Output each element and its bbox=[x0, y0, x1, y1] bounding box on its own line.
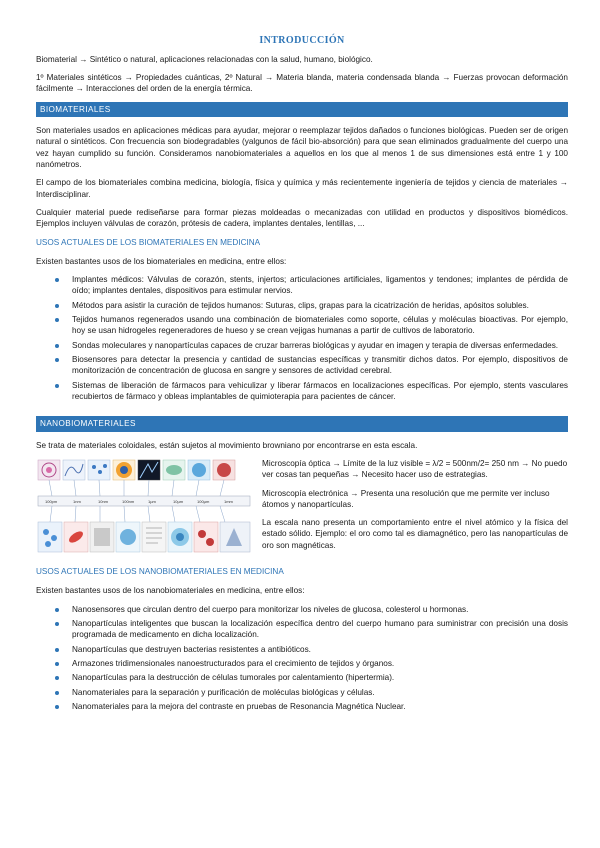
list-item: Implantes médicos: Válvulas de corazón, stents, injertos; articulaciones artificiales, ligamentos y tendones; implantes de pérdida de oído; implantes dentales, dispositivos para estimular nervios. bbox=[72, 275, 568, 296]
biomateriales-paragraph-3: Cualquier material puede rediseñarse para formar piezas moldeadas o mecanizadas con utilidad en productos y dispositivos biomédicos. Ejemplos incluyen válvulas de corazón, prótesis de cadera, implantes dentales, lentillas, ... bbox=[36, 207, 568, 229]
subheading-usos-nanobiomateriales: USOS ACTUALES DE LOS NANOBIOMATERIALES EN MEDICINA bbox=[36, 567, 284, 577]
section-heading-nanobiomateriales: NANOBIOMATERIALES bbox=[36, 416, 568, 431]
list-item: Tejidos humanos regenerados usando una combinación de biomateriales como soporte, células y moléculas bioactivas. Por ejemplo, hoy se usan hidrogeles regeneradores de hueso y se crean vejigas humanas a partir de cultivos de laboratorio. bbox=[72, 315, 568, 336]
nanoscale-comparison-figure bbox=[36, 458, 254, 558]
nano-paragraph-1: Se trata de materiales coloidales, están sujetos al movimiento browniano por encontrarse en esta escala. bbox=[36, 440, 418, 450]
scale-tick-label: 100nm bbox=[122, 498, 135, 504]
page-title: INTRODUCCIÓN bbox=[259, 35, 345, 46]
list-item: Armazones tridimensionales nanoestructurados para el crecimiento de tejidos y órganos. bbox=[72, 658, 568, 669]
nano-microscopia-electronica: Microscopía electrónica → Presenta una resolución que me permite ver incluso átomos y nanopartículas. bbox=[262, 488, 550, 509]
scale-tick-label: 1nm bbox=[73, 498, 81, 504]
biomateriales-uses-list bbox=[36, 274, 568, 402]
list-item: Nanopartículas que destruyen bacterias resistentes a antibióticos. bbox=[72, 644, 568, 655]
nano-microscopia-optica: Microscopía óptica → Límite de la luz visible = λ/2 = 500nm/2= 250 nm → No puedo ver cosas tan pequeñas → Necesito hacer uso de estrategias. bbox=[262, 458, 568, 480]
list-item: Nanomateriales para la mejora del contraste en pruebas de Resonancia Magnética Nuclear. bbox=[72, 701, 568, 712]
scale-tick-label: 1mm bbox=[224, 498, 233, 504]
list-item: Biosensores para detectar la presencia y cantidad de sustancias específicas y transmitir dichos datos. Por ejemplo, dispositivos de monitorización de concentración de glucosa en sangre y sensores de actividad cerebral. bbox=[72, 355, 568, 376]
scale-tick-label: 10nm bbox=[98, 498, 109, 504]
document-content bbox=[36, 34, 568, 715]
list-item: Sistemas de liberación de fármacos para vehiculizar y liberar fármacos en localizaciones específicas. Por ejemplo, stents vasculares recubiertos de fármaco y obleas implantables de quimioterapia para pacientes de cáncer. bbox=[72, 380, 568, 401]
nano-uses-list bbox=[36, 604, 568, 713]
scale-thumbnails-top bbox=[38, 460, 235, 480]
intro-paragraph-1: Biomaterial → Sintético o natural, aplicaciones relacionadas con la salud, humano, biológico. bbox=[36, 54, 373, 64]
scale-tick-label: 100pm bbox=[45, 498, 58, 504]
list-item: Sondas moleculares y nanopartículas capaces de cruzar barreras biológicas y ayudar en imagen y terapia de diversas enfermedades. bbox=[72, 340, 568, 351]
scale-bar bbox=[38, 496, 250, 506]
biomateriales-uses-intro: Existen bastantes usos de los biomateriales en medicina, entre ellos: bbox=[36, 256, 287, 266]
biomateriales-paragraph-1: Son materiales usados en aplicaciones médicas para ayudar, mejorar o reemplazar tejidos dañados o funciones biológicas. Pueden ser de origen natural o sintéticos. Con frecuencia son biodegradables (yalgunos de fácil bio-absorción) para que sean eliminados gradualmente del cuerpo una vez hayan cumplido su función. Consideramos nanobiomateriales a aquellos en los que al menos 1 de sus dimensiones está entre 1 y 100 nanómetros. bbox=[36, 126, 568, 169]
scale-tick-label: 100µm bbox=[197, 498, 210, 504]
nano-uses-intro: Existen bastantes usos de los nanobiomateriales en medicina, entre ellos: bbox=[36, 586, 305, 596]
scale-tick-label: 10µm bbox=[173, 498, 184, 504]
nano-figure-row bbox=[36, 458, 568, 558]
scale-tick-label: 1µm bbox=[148, 498, 156, 504]
list-item: Nanomateriales para la separación y purificación de moléculas biológicas y células. bbox=[72, 687, 568, 698]
list-item: Nanopartículas para la destrucción de células tumorales por calentamiento (hipertermia). bbox=[72, 672, 568, 683]
nano-escala: La escala nano presenta un comportamiento entre el nivel atómico y la física del estado sólido. Ejemplo: el oro como tal es diamagnético, pero las nanopartículas de oro son magnéticas. bbox=[262, 518, 568, 550]
section-heading-biomateriales: BIOMATERIALES bbox=[36, 102, 568, 117]
list-item: Métodos para asistir la curación de tejidos humanos: Suturas, clips, grapas para la cicatrización de heridas, apósitos solubles. bbox=[72, 300, 568, 311]
scale-connectors-top bbox=[49, 480, 224, 496]
nano-figure-text bbox=[262, 458, 568, 558]
list-item: Nanopartículas inteligentes que buscan la localización específica dentro del cuerpo humano para suministrar con precisión una dosis programada de medicamento en dicha localización. bbox=[72, 619, 568, 640]
biomateriales-paragraph-2: El campo de los biomateriales combina medicina, biología, física y química y más recientemente ingeniería de tejidos y ciencia de materiales → Interdisciplinar. bbox=[36, 178, 568, 199]
list-item: Nanosensores que circulan dentro del cuerpo para monitorizar los niveles de glucosa, colesterol u hormonas. bbox=[72, 604, 568, 615]
intro-paragraph-2: 1º Materiales sintéticos → Propiedades cuánticas, 2º Natural → Materia blanda, materia condensada blanda → Fuerzas provocan deformación fácilmente → Interacciones del orden de la energía térmica. bbox=[36, 73, 568, 94]
scale-connectors-bottom bbox=[50, 506, 225, 522]
scale-thumbnails-bottom bbox=[38, 522, 250, 552]
subheading-usos-biomateriales: USOS ACTUALES DE LOS BIOMATERIALES EN MEDICINA bbox=[36, 237, 261, 247]
